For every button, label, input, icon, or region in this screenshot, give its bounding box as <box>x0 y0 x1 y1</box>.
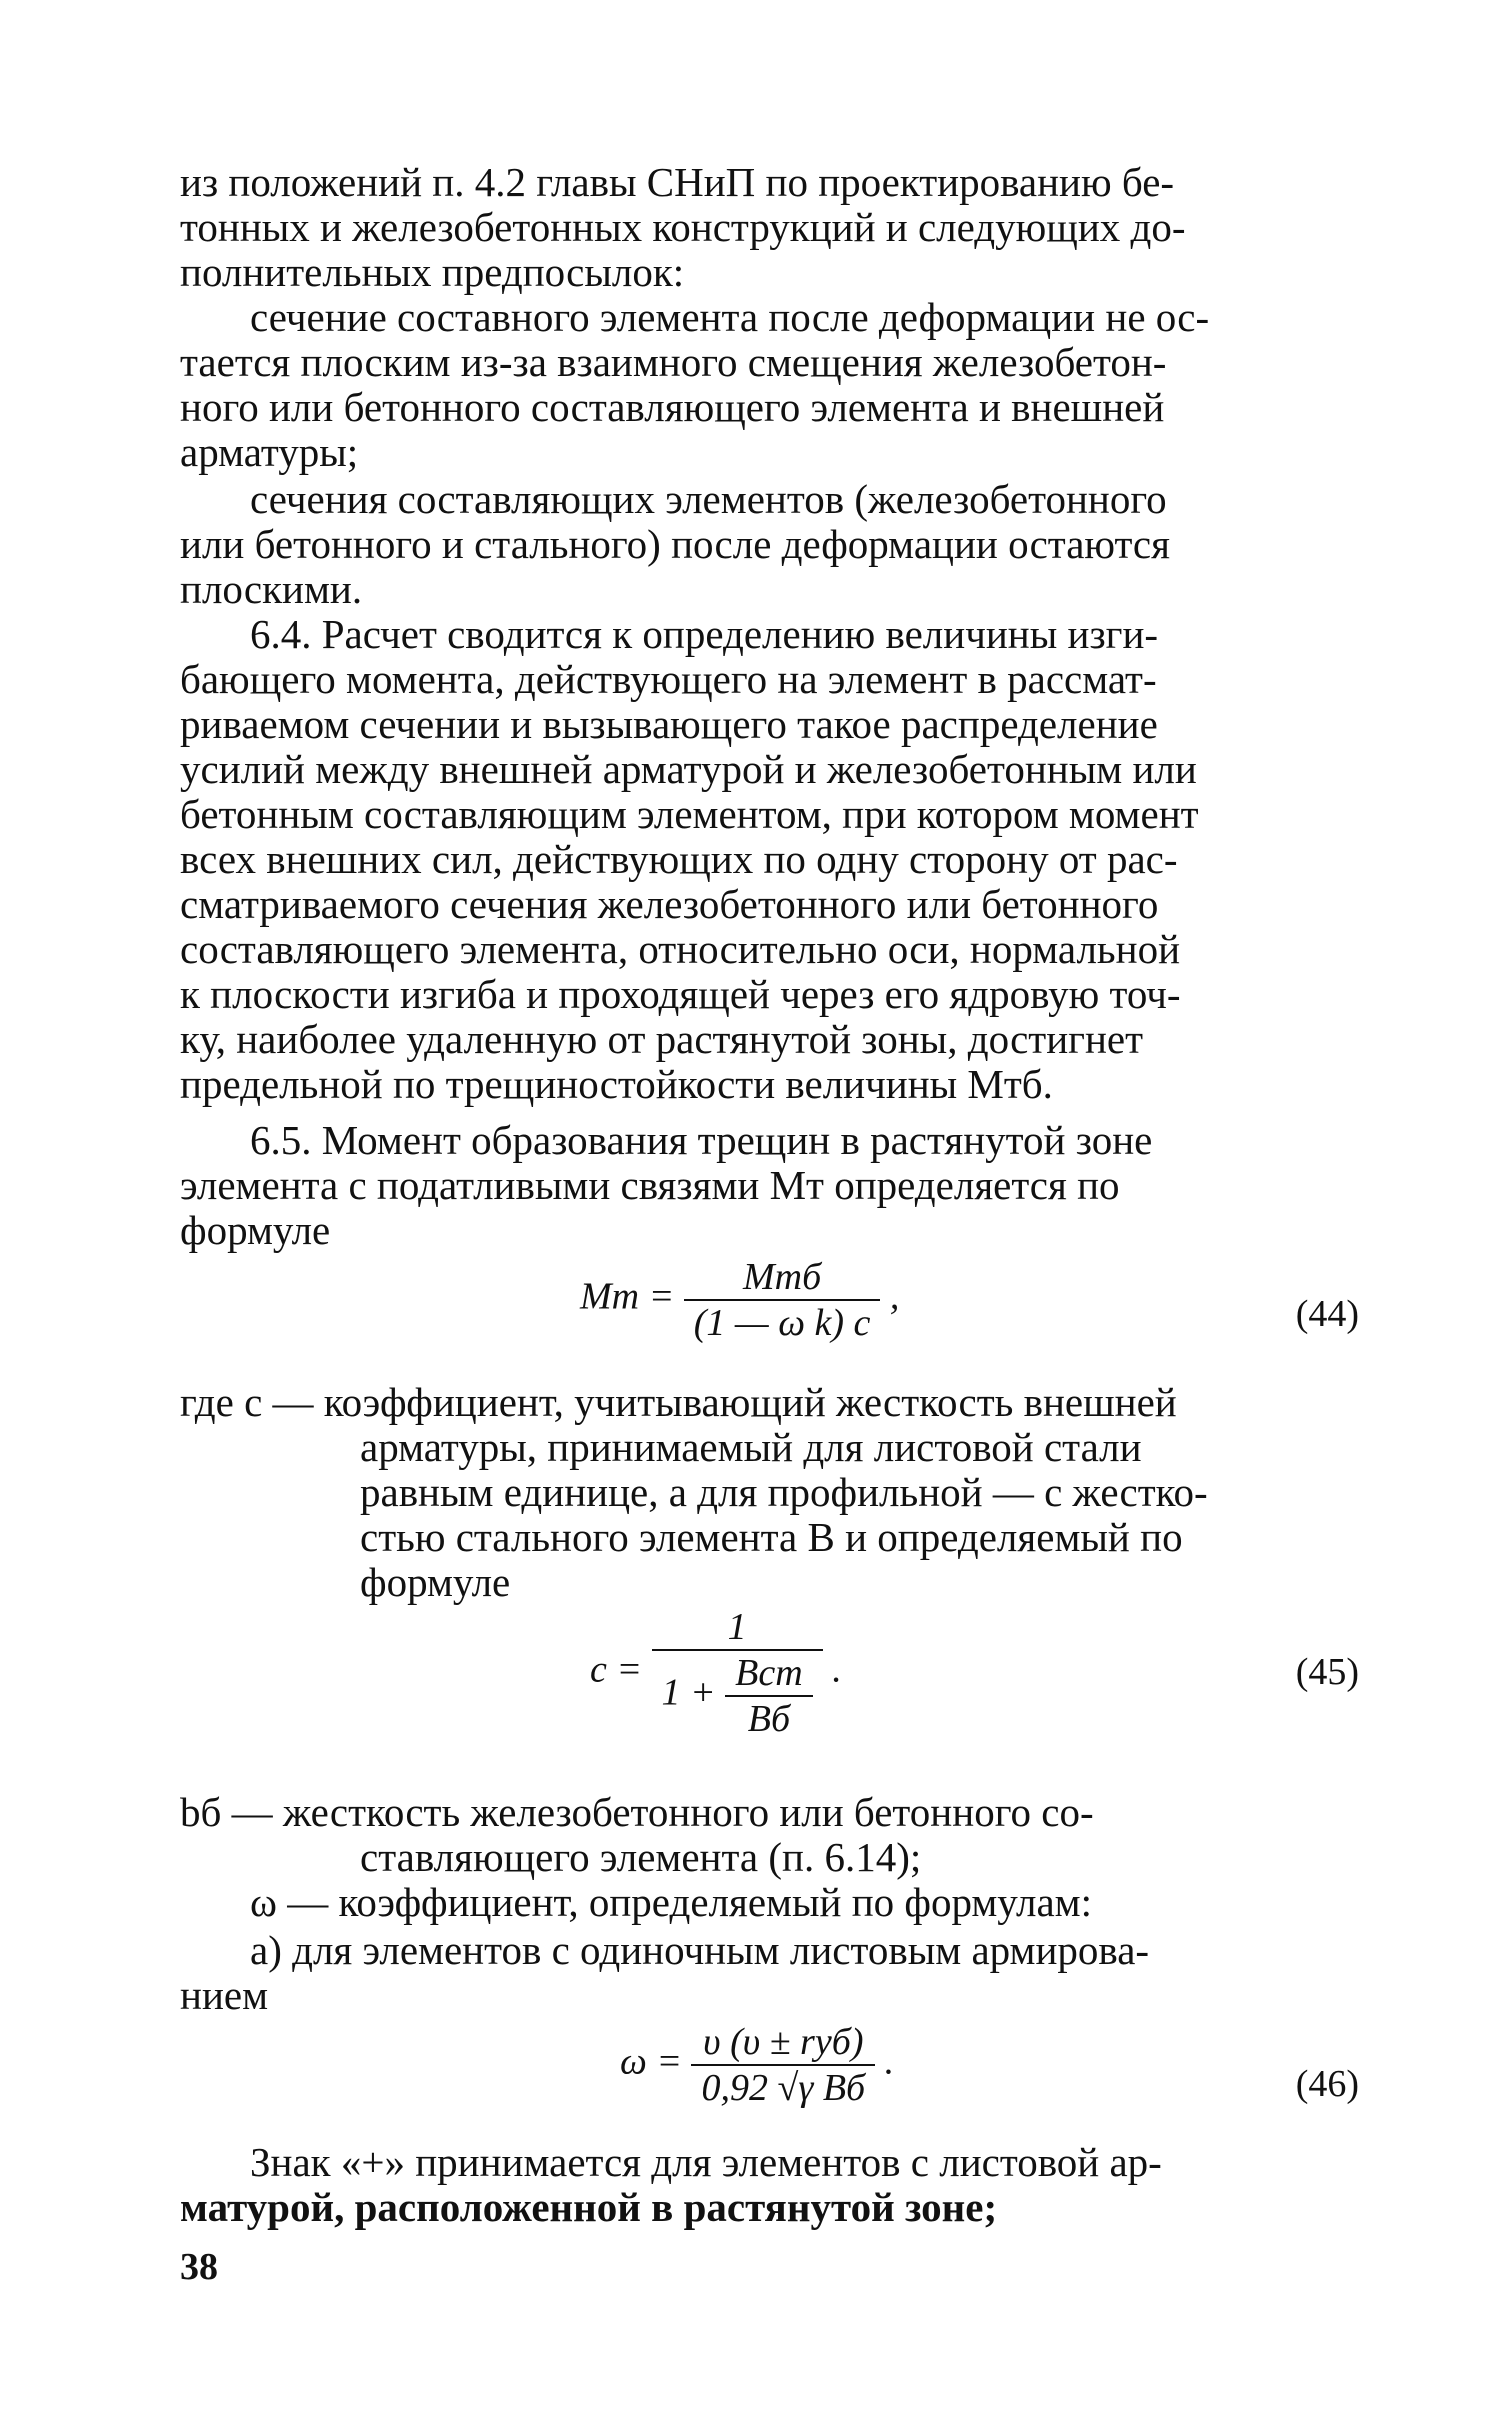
text-line: bб — жесткость железобетонного или бетонного со- <box>180 1789 1094 1835</box>
text-line: всех внешних сил, действующих по одну сторону от рас- <box>180 836 1178 882</box>
text-line: тается плоским из-за взаимного смещения железобетон- <box>180 339 1167 385</box>
section-6-4 <box>180 612 1360 1107</box>
formula-numerator: υ (υ ± rуб) <box>703 2021 864 2063</box>
nested-fraction <box>725 1651 813 1741</box>
text-line: усилий между внешней арматурой и железобетонным или <box>180 746 1197 792</box>
case-a <box>180 1928 1360 2018</box>
text-line: нием <box>180 1972 269 2018</box>
text-line: риваемом сечении и вызывающего такое распределение <box>180 701 1158 747</box>
denominator-prefix: 1 + <box>661 1671 716 1714</box>
formula-numerator: 1 <box>727 1606 747 1648</box>
text-line: бетонным составляющим элементом, при котором момент <box>180 791 1199 837</box>
formula-tail: , <box>889 1275 900 1318</box>
formula-46 <box>620 2020 894 2110</box>
nested-numerator: Bст <box>735 1652 803 1694</box>
text-line: сматриваемого сечения железобетонного или бетонного <box>180 881 1159 927</box>
text-line: а) для элементов с одиночным листовым армирова- <box>250 1927 1150 1973</box>
formula-fraction <box>684 1255 881 1345</box>
formula-lhs: Mт = <box>580 1275 675 1318</box>
paragraph-assumption-1 <box>180 295 1360 475</box>
formula-45 <box>590 1605 842 1741</box>
text-line: составляющего элемента, относительно оси, нормальной <box>180 926 1181 972</box>
text-line: к плоскости изгиба и проходящей через его ядровую точ- <box>180 971 1181 1017</box>
note-sign <box>180 2140 1360 2230</box>
formula-lhs: c = <box>590 1648 643 1691</box>
text-line: или бетонного и стального) после деформации остаются <box>180 521 1170 567</box>
text-line: ного или бетонного составляющего элемента и внешней <box>180 384 1165 430</box>
paragraph-assumption-2 <box>180 477 1360 612</box>
text-line: формуле <box>360 1559 511 1605</box>
text-line: плоскими. <box>180 566 363 612</box>
text-line: тонных и железобетонных конструкций и следующих до- <box>180 204 1186 250</box>
formula-denominator <box>652 1651 823 1741</box>
text-line: где c — коэффициент, учитывающий жесткость внешней <box>180 1379 1177 1425</box>
text-line: 6.4. Расчет сводится к определению величины изги- <box>250 611 1159 657</box>
formula-numerator: Mтб <box>742 1256 822 1298</box>
text-line: стью стального элемента B и определяемый по <box>360 1514 1183 1560</box>
definition-c <box>180 1380 1360 1605</box>
definition-omega <box>180 1880 1360 1925</box>
formula-tail: . <box>832 1648 842 1691</box>
text-line: из положений п. 4.2 главы СНиП по проектированию бе- <box>180 159 1175 205</box>
text-line: 6.5. Момент образования трещин в растянутой зоне <box>250 1117 1153 1163</box>
formula-number-46: (46) <box>1295 2063 1359 2105</box>
text-line: бающего момента, действующего на элемент в рассмат- <box>180 656 1157 702</box>
text-line: арматуры; <box>180 429 359 475</box>
text-line: ставляющего элемента (п. 6.14); <box>360 1834 922 1880</box>
formula-denominator: 0,92 √γ Bб <box>701 2067 866 2109</box>
formula-44 <box>580 1255 899 1345</box>
text-line: матурой, расположенной в растянутой зоне; <box>180 2184 998 2230</box>
section-6-5 <box>180 1118 1360 1253</box>
formula-number-44: (44) <box>1295 1293 1359 1335</box>
paragraph-intro <box>180 160 1360 295</box>
text-line: элемента с податливыми связями Mт определяется по <box>180 1162 1120 1208</box>
text-line: ку, наиболее удаленную от растянутой зоны, достигнет <box>180 1016 1144 1062</box>
formula-number-45: (45) <box>1295 1651 1359 1693</box>
definition-b <box>180 1790 1360 1880</box>
text-line: ω — коэффициент, определяемый по формулам: <box>250 1879 1093 1925</box>
text-line: сечение составного элемента после деформации не ос- <box>250 294 1210 340</box>
text-line: арматуры, принимаемый для листовой стали <box>360 1424 1142 1470</box>
formula-denominator: (1 — ω k) c <box>693 1302 871 1344</box>
formula-fraction <box>691 2020 875 2110</box>
formula-lhs: ω = <box>620 2040 682 2083</box>
text-line: формуле <box>180 1207 331 1253</box>
nested-denominator: Bб <box>747 1698 791 1740</box>
formula-fraction <box>652 1605 823 1741</box>
text-line: сечения составляющих элементов (железобетонного <box>250 476 1167 522</box>
text-line: предельной по трещиностойкости величины Mтб. <box>180 1061 1053 1107</box>
formula-tail: . <box>884 2040 895 2083</box>
text-line: Знак «+» принимается для элементов с листовой ар- <box>250 2139 1162 2185</box>
page-number: 38 <box>180 2246 218 2288</box>
text-line: равным единице, а для профильной — с жестко- <box>360 1469 1208 1515</box>
text-line: полнительных предпосылок: <box>180 249 685 295</box>
